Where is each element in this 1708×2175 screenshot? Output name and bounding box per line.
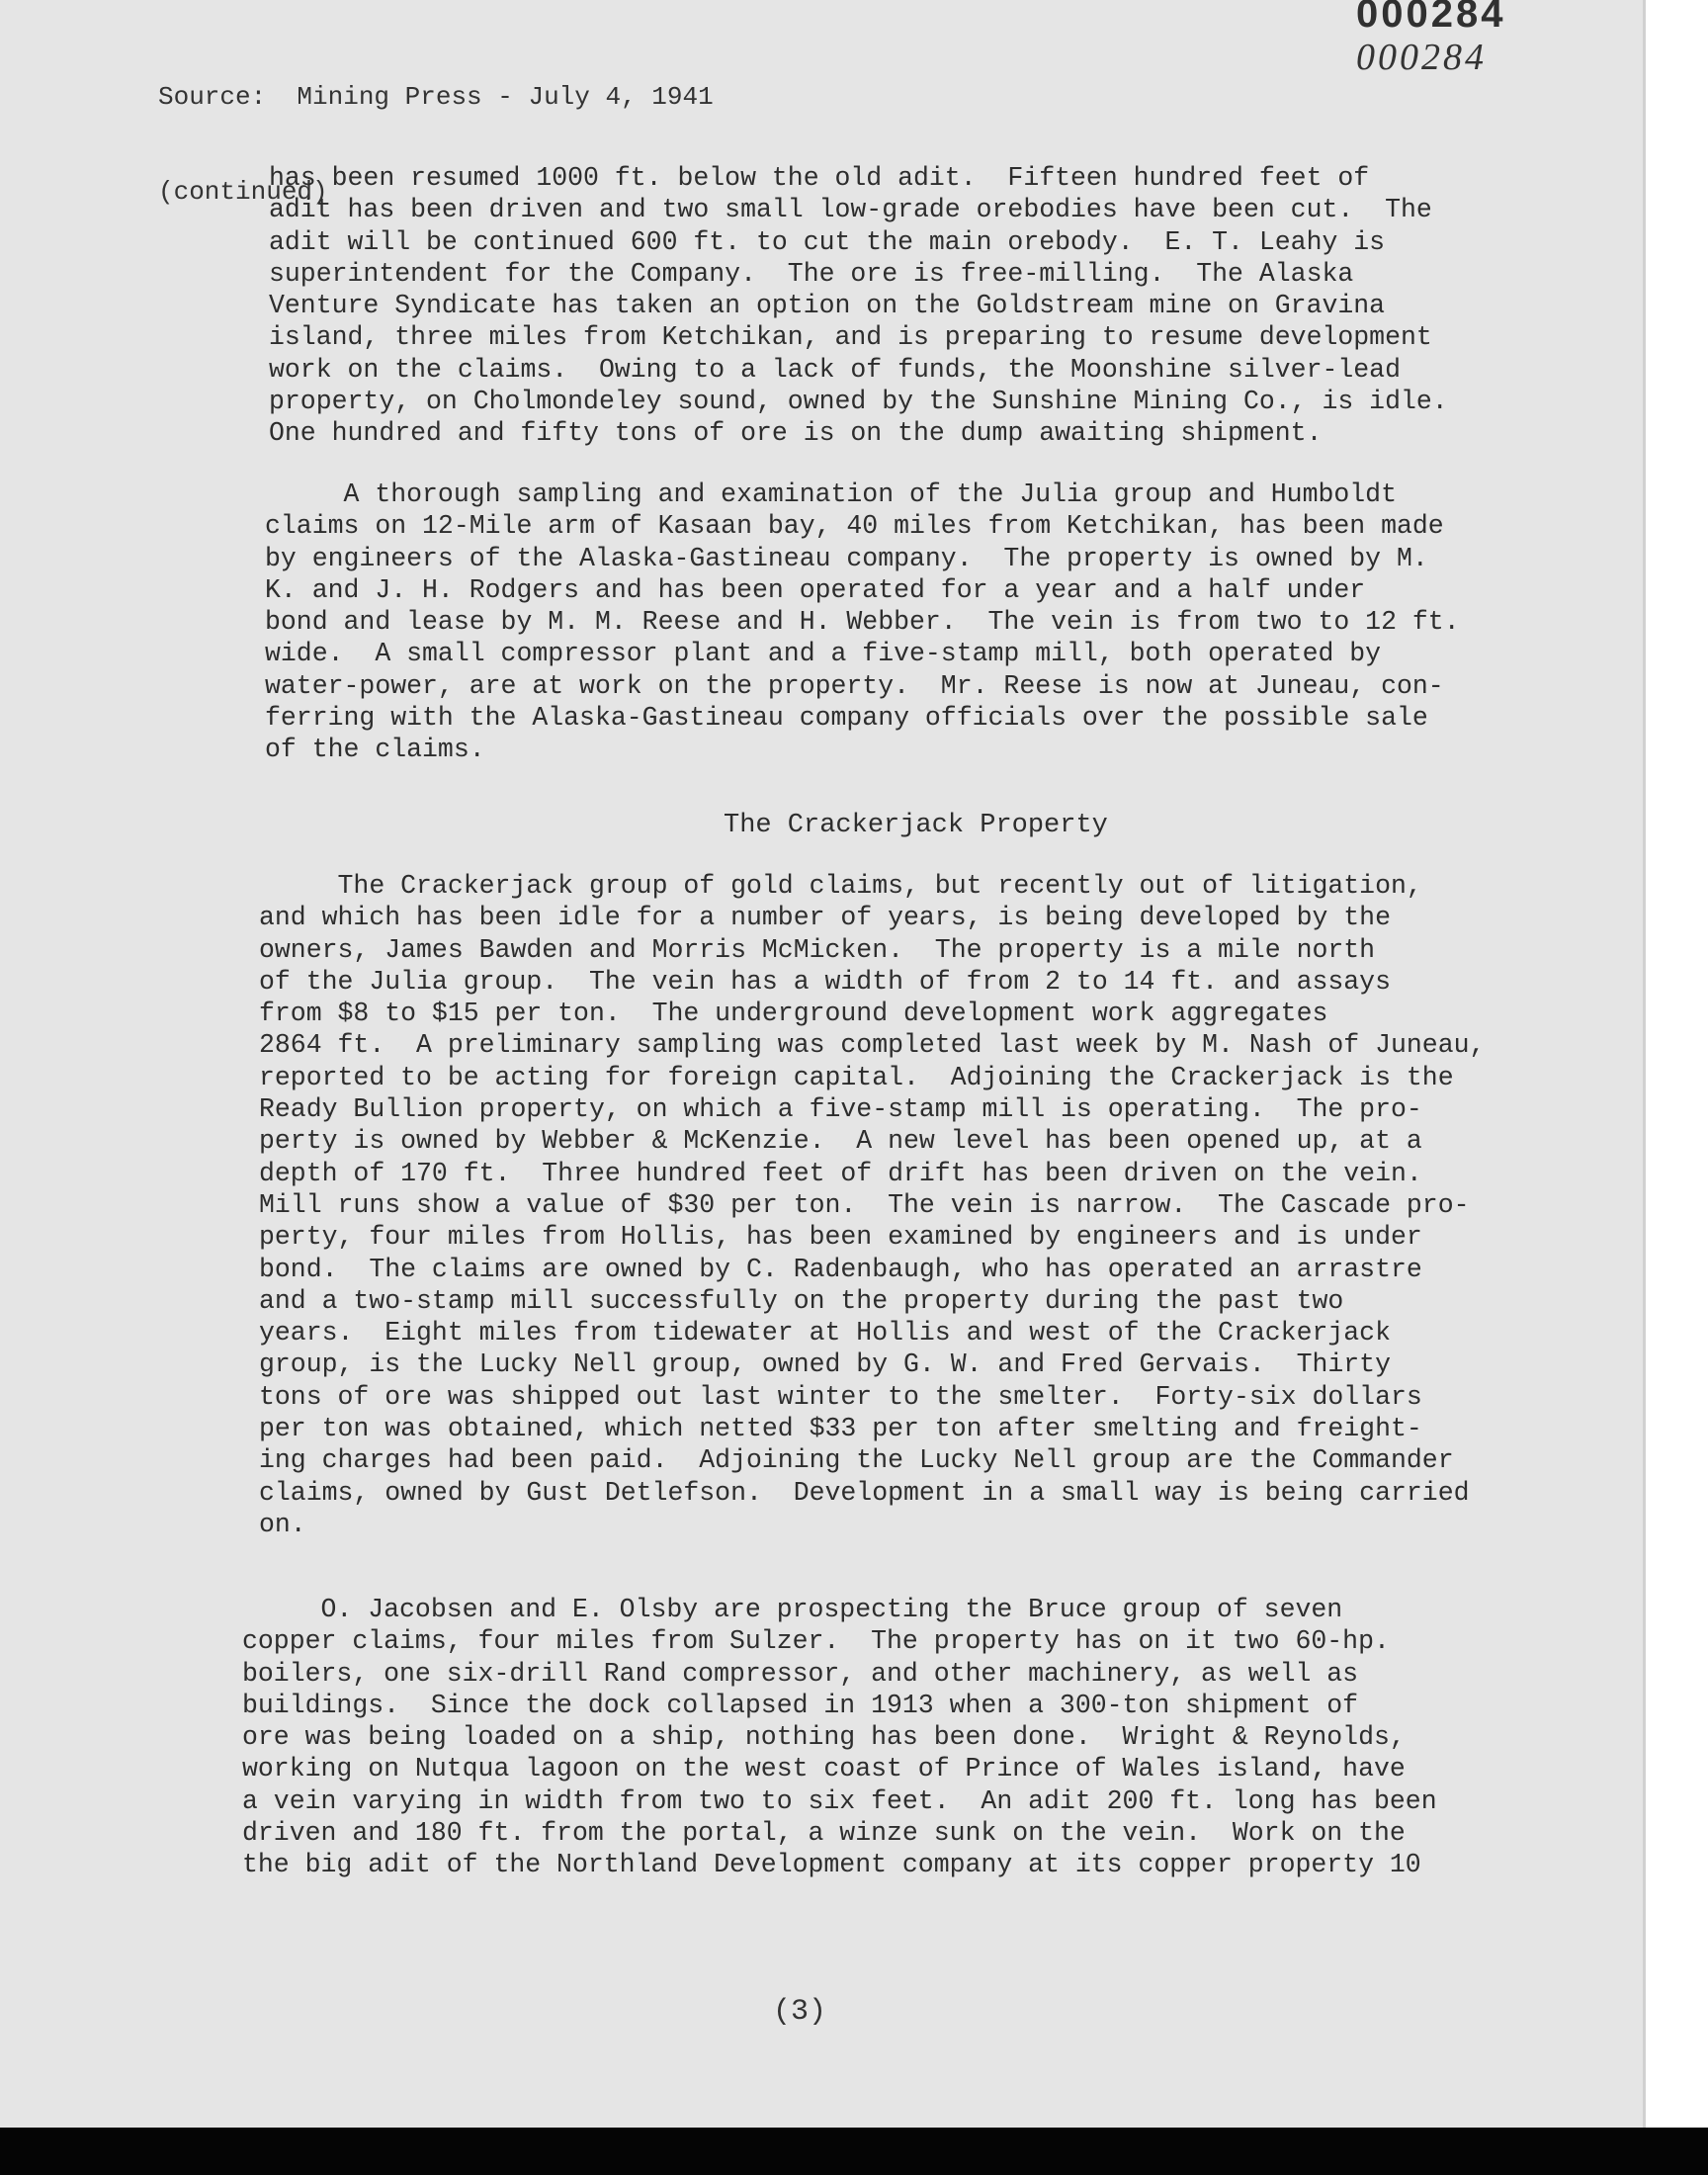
- text-line: depth of 170 ft. Three hundred feet of drift has been driven on the vein.: [259, 1158, 1422, 1188]
- text-line: O. Jacobsen and E. Olsby are prospecting the Bruce group of seven: [242, 1595, 1343, 1624]
- text-line: owners, James Bawden and Morris McMicken. The property is a mile north: [259, 934, 1376, 965]
- text-line: The Crackerjack group of gold claims, but recently out of litigation,: [259, 871, 1422, 901]
- text-line: per ton was obtained, which netted $33 per ton after smelting and freight-: [259, 1414, 1422, 1444]
- text-line: work on the claims. Owing to a lack of funds, the Moonshine silver-lead: [269, 354, 1401, 385]
- text-line: claims on 12-Mile arm of Kasaan bay, 40 miles from Ketchikan, has been made: [265, 511, 1444, 542]
- text-line: superintendent for the Company. The ore is free-milling. The Alaska: [269, 258, 1354, 289]
- text-line: A thorough sampling and examination of the Julia group and Humboldt: [265, 479, 1397, 509]
- paragraph-3: [259, 870, 1485, 1540]
- text-line: working on Nutqua lagoon on the west coast of Prince of Wales island, have: [242, 1754, 1406, 1784]
- text-line: Ready Bullion property, on which a five-stamp mill is operating. The pro-: [259, 1094, 1422, 1125]
- scan-border: [0, 2128, 1708, 2175]
- text-line: and a two-stamp mill successfully on the property during the past two: [259, 1285, 1344, 1316]
- source-line: Source: Mining Press - July 4, 1941: [158, 82, 714, 112]
- text-line: 2864 ft. A preliminary sampling was completed last week by M. Nash of Juneau,: [259, 1030, 1486, 1061]
- text-line: the big adit of the Northland Development company at its copper property 10: [242, 1850, 1421, 1880]
- paragraph-1: [269, 162, 1448, 450]
- text-line: K. and J. H. Rodgers and has been operated for a year and a half under: [265, 574, 1366, 605]
- text-line: bond and lease by M. M. Reese and H. Webber. The vein is from two to 12 ft.: [265, 607, 1460, 638]
- text-line: driven and 180 ft. from the portal, a winze sunk on the vein. Work on the: [242, 1818, 1406, 1849]
- text-line: Venture Syndicate has taken an option on the Goldstream mine on Gravina: [269, 291, 1386, 321]
- text-line: property, on Cholmondeley sound, owned by the Sunshine Mining Co., is idle.: [269, 387, 1448, 417]
- page-number: (3): [773, 1995, 827, 2029]
- text-line: group, is the Lucky Nell group, owned by G. W. and Fred Gervais. Thirty: [259, 1349, 1391, 1380]
- text-line: bond. The claims are owned by C. Radenbaugh, who has operated an arrastre: [259, 1254, 1422, 1284]
- text-line: water-power, are at work on the property. Mr. Reese is now at Juneau, con-: [265, 670, 1444, 701]
- text-line: perty is owned by Webber & McKenzie. A new level has been opened up, at a: [259, 1126, 1422, 1157]
- text-line: boilers, one six-drill Rand compressor, and other machinery, as well as: [242, 1658, 1359, 1689]
- text-line: from $8 to $15 per ton. The underground development work aggregates: [259, 999, 1328, 1029]
- text-line: of the Julia group. The vein has a width of from 2 to 14 ft. and assays: [259, 966, 1391, 997]
- document-stamp-number: 000284: [1356, 0, 1506, 36]
- text-line: adit has been driven and two small low-grade orebodies have been cut. The: [269, 195, 1432, 225]
- text-line: a vein varying in width from two to six feet. An adit 200 ft. long has been: [242, 1785, 1437, 1816]
- paragraph-2: [265, 478, 1460, 766]
- text-line: reported to be acting for foreign capital. Adjoining the Crackerjack is the: [259, 1062, 1454, 1092]
- text-line: perty, four miles from Hollis, has been examined by engineers and is under: [259, 1222, 1422, 1253]
- handwritten-page-number: 000284: [1356, 37, 1487, 78]
- text-line: copper claims, four miles from Sulzer. The property has on it two 60-hp.: [242, 1626, 1390, 1657]
- text-line: on.: [259, 1509, 306, 1539]
- text-line: tons of ore was shipped out last winter to the smelter. Forty-six dollars: [259, 1381, 1422, 1412]
- text-line: ferring with the Alaska-Gastineau company officials over the possible sale: [265, 703, 1428, 734]
- text-line: by engineers of the Alaska-Gastineau company. The property is owned by M.: [265, 543, 1428, 573]
- text-line: of the claims.: [265, 735, 485, 765]
- text-line: buildings. Since the dock collapsed in 1913 when a 300-ton shipment of: [242, 1690, 1359, 1720]
- text-line: island, three miles from Ketchikan, and is preparing to resume development: [269, 322, 1432, 353]
- text-line: Mill runs show a value of $30 per ton. The vein is narrow. The Cascade pro-: [259, 1189, 1470, 1220]
- text-line: One hundred and fifty tons of ore is on the dump awaiting shipment.: [269, 418, 1323, 449]
- text-line: ing charges had been paid. Adjoining the Lucky Nell group are the Commander: [259, 1445, 1454, 1476]
- text-line: claims, owned by Gust Detlefson. Development in a small way is being carried: [259, 1477, 1470, 1508]
- text-line: and which has been idle for a number of years, is being developed by the: [259, 903, 1391, 933]
- text-line: wide. A small compressor plant and a five-stamp mill, both operated by: [265, 639, 1382, 669]
- paragraph-4: [242, 1594, 1437, 1881]
- text-line: years. Eight miles from tidewater at Hollis and west of the Crackerjack: [259, 1318, 1391, 1348]
- text-line: adit will be continued 600 ft. to cut the main orebody. E. T. Leahy is: [269, 226, 1386, 257]
- text-line: has been resumed 1000 ft. below the old adit. Fifteen hundred feet of: [269, 163, 1370, 193]
- section-heading: The Crackerjack Property: [724, 811, 1108, 840]
- text-line: ore was being loaded on a ship, nothing has been done. Wright & Reynolds,: [242, 1722, 1406, 1753]
- continued-line: (continued): [158, 177, 328, 207]
